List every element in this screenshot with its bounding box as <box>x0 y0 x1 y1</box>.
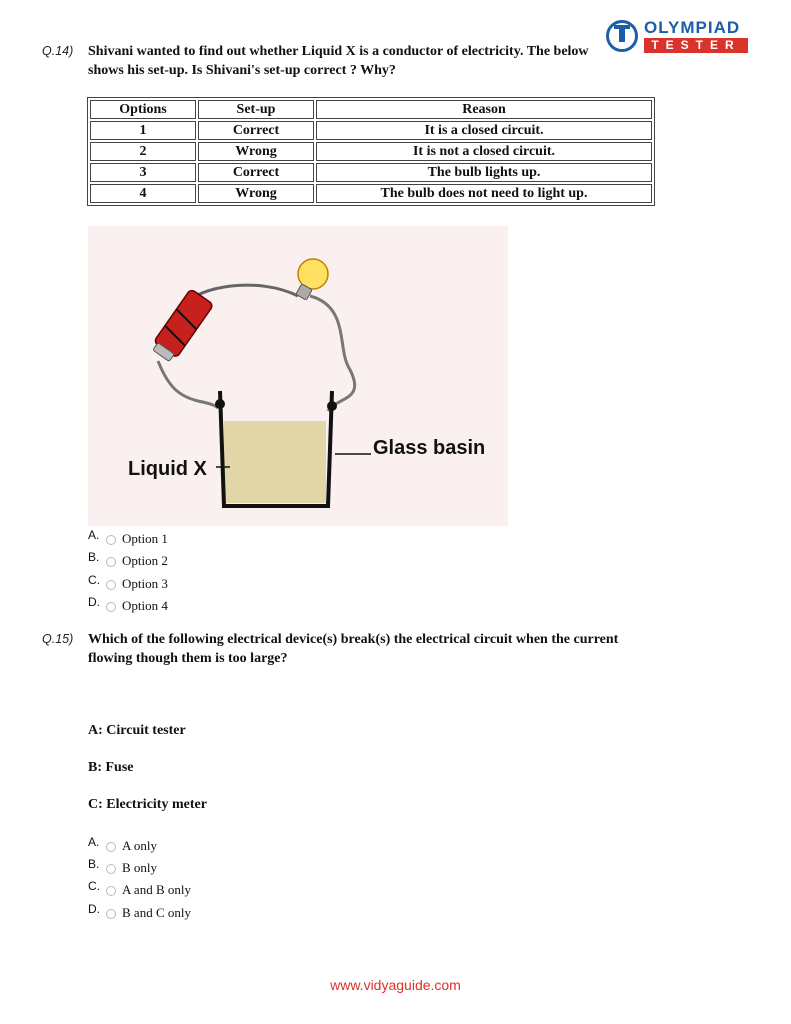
table-cell: It is a closed circuit. <box>316 121 652 140</box>
table-cell: Wrong <box>198 142 314 161</box>
radio-button[interactable] <box>106 557 116 567</box>
table-row <box>90 121 652 140</box>
option-letter: C. <box>88 573 100 587</box>
table-cell: 4 <box>90 184 196 203</box>
q14-option-a[interactable] <box>88 528 168 547</box>
option-letter: D. <box>88 902 100 916</box>
table-cell: It is not a closed circuit. <box>316 142 652 161</box>
table-cell: 3 <box>90 163 196 182</box>
table-header-cell: Set-up <box>198 100 314 119</box>
logo-word-top: OLYMPIAD <box>644 18 741 37</box>
option-letter: A. <box>88 835 100 849</box>
option-letter: D. <box>88 595 100 609</box>
question-14-text: Shivani wanted to find out whether Liquid X is a conductor of electricity. The below shows his set-up. Is Shivani's set-up correct ? Why? <box>88 44 589 78</box>
table-cell: 1 <box>90 121 196 140</box>
table-cell: Correct <box>198 163 314 182</box>
liquid-x-label: Liquid X <box>128 458 207 480</box>
table-cell: Correct <box>198 121 314 140</box>
table-cell: The bulb lights up. <box>316 163 652 182</box>
radio-button[interactable] <box>106 864 116 874</box>
radio-button[interactable] <box>106 580 116 590</box>
option-letter: B. <box>88 857 100 871</box>
q15-choice-a: A: Circuit tester <box>88 723 186 738</box>
q14-option-b[interactable] <box>88 550 168 569</box>
radio-button[interactable] <box>106 535 116 545</box>
table-cell: The bulb does not need to light up. <box>316 184 652 203</box>
option-letter: A. <box>88 528 100 542</box>
radio-button[interactable] <box>106 909 116 919</box>
q15-option-a[interactable] <box>88 835 158 854</box>
question-14-table <box>87 97 655 206</box>
option-text: A only <box>122 838 158 853</box>
q14-option-d[interactable] <box>88 595 168 614</box>
q15-option-b[interactable] <box>88 857 158 876</box>
radio-button[interactable] <box>106 602 116 612</box>
q14-option-c[interactable] <box>88 573 168 592</box>
q15-option-c[interactable] <box>88 879 191 898</box>
logo-word-bottom: TESTER <box>644 38 748 53</box>
question-14-number: Q.14) <box>42 44 74 58</box>
footer-url[interactable]: www.vidyaguide.com <box>330 977 461 993</box>
option-text: Option 2 <box>122 553 168 568</box>
logo-icon <box>606 20 638 52</box>
option-letter: C. <box>88 879 100 893</box>
q15-option-d[interactable] <box>88 902 191 921</box>
table-cell: Wrong <box>198 184 314 203</box>
option-text: A and B only <box>122 882 191 897</box>
table-row <box>90 184 652 203</box>
table-cell: 2 <box>90 142 196 161</box>
table-header-row <box>90 100 652 119</box>
q15-choice-c: C: Electricity meter <box>88 797 207 812</box>
q15-choice-b: B: Fuse <box>88 760 134 775</box>
circuit-setup-figure <box>88 226 508 526</box>
table-header-cell: Options <box>90 100 196 119</box>
option-letter: B. <box>88 550 100 564</box>
table-row <box>90 142 652 161</box>
question-15-text: Which of the following electrical device(s) break(s) the electrical circuit when the current flowing though them is too large? <box>88 632 619 666</box>
table-row <box>90 163 652 182</box>
option-text: Option 1 <box>122 531 168 546</box>
option-text: B only <box>122 860 158 875</box>
option-text: Option 4 <box>122 598 168 613</box>
option-text: Option 3 <box>122 576 168 591</box>
option-text: B and C only <box>122 905 191 920</box>
radio-button[interactable] <box>106 842 116 852</box>
glass-basin-label: Glass basin <box>373 437 486 459</box>
olympiad-tester-logo <box>606 18 746 58</box>
question-15-number: Q.15) <box>42 632 74 646</box>
radio-button[interactable] <box>106 886 116 896</box>
table-header-cell: Reason <box>316 100 652 119</box>
